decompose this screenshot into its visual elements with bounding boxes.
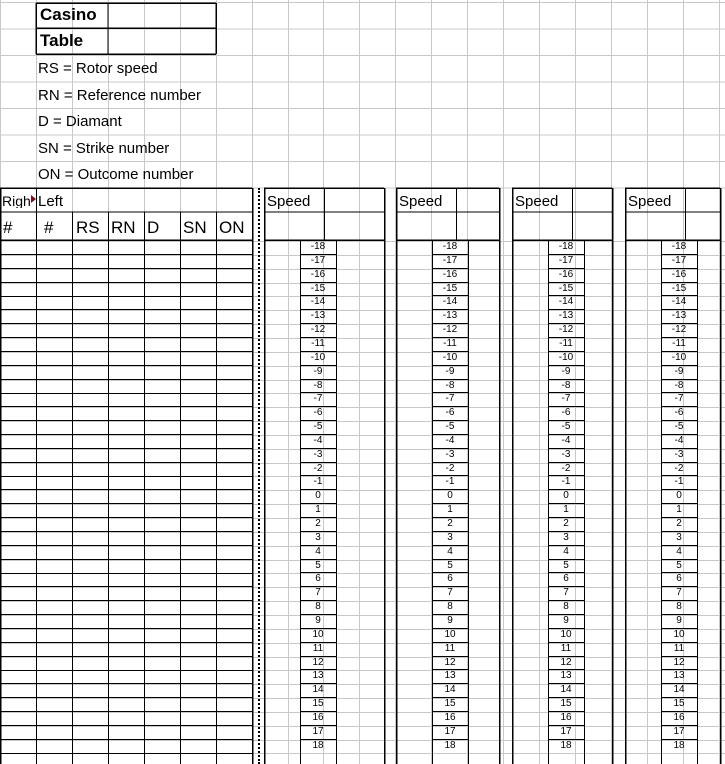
speed-scale-value: 13 (444, 670, 456, 681)
speed-scale-value: -1 (445, 476, 455, 487)
speed-scale-value: -5 (674, 421, 684, 432)
speed-scale-value: -10 (558, 352, 574, 363)
speed-scale-value: -9 (561, 366, 571, 377)
speed-scale-value: 8 (447, 601, 453, 612)
page-break-line (258, 188, 260, 764)
speed-scale-value: -2 (445, 463, 455, 474)
speed-scale-value: -13 (442, 310, 458, 321)
speed-scale-value: 14 (444, 684, 456, 695)
speed-scale-value: -8 (561, 380, 571, 391)
speed-scale-value: -6 (445, 407, 455, 418)
speed-scale-value: -6 (674, 407, 684, 418)
speed-scale-value: -4 (561, 435, 571, 446)
speed-scale-value: -3 (445, 449, 455, 460)
speed-scale-value: -14 (310, 296, 326, 307)
speed-scale-value: -7 (313, 393, 323, 404)
speed-scale-value: 12 (560, 657, 572, 668)
speed-scale-value: 13 (312, 670, 324, 681)
speed-scale-value: -13 (310, 310, 326, 321)
speed-scale-value: -7 (445, 393, 455, 404)
speed-scale-value: 15 (673, 698, 685, 709)
speed-scale-value: -5 (561, 421, 571, 432)
speed-scale-value: 6 (563, 573, 569, 584)
speed-scale-value: 2 (676, 518, 682, 529)
speed-scale-value: 1 (563, 504, 569, 515)
speed-scale-value: -8 (674, 380, 684, 391)
speed-scale-value: 10 (673, 629, 685, 640)
speed-scale-value: 11 (312, 643, 324, 654)
table-label: Table (40, 31, 84, 50)
speed-scale-value: 5 (315, 560, 321, 571)
speed-scale-value: -16 (671, 269, 687, 280)
speed-scale-value: -1 (674, 476, 684, 487)
speed-scale-value: -18 (558, 241, 574, 252)
legend-diamant: D = Diamant (38, 113, 122, 130)
speed-scale-value: -11 (443, 338, 457, 349)
speed-scale-value: -3 (313, 449, 323, 460)
speed-scale-value: -10 (310, 352, 326, 363)
col-header-rs: RS (76, 218, 100, 237)
speed-scale-value: 8 (676, 601, 682, 612)
speed-scale-value: -12 (671, 324, 687, 335)
speed-scale-value: 9 (563, 615, 569, 626)
speed-scale-value: 4 (315, 546, 321, 557)
speed-scale-value: -17 (558, 255, 574, 266)
speed-scale-value: 7 (563, 587, 569, 598)
speed-scale-value: 15 (444, 698, 456, 709)
speed-scale-value: 9 (315, 615, 321, 626)
play-arrow-icon (31, 195, 36, 203)
legend-outcome-number: ON = Outcome number (38, 166, 194, 183)
speed-scale-value: 3 (315, 532, 321, 543)
speed-scale-value: 0 (447, 490, 453, 501)
speed-scale-value: -6 (313, 407, 323, 418)
header-left: Left (38, 193, 64, 210)
speed-scale-value: 1 (315, 504, 321, 515)
speed-scale-value: 17 (560, 726, 572, 737)
speed-scale-value: -4 (313, 435, 323, 446)
casino-label: Casino (40, 5, 97, 24)
speed-scale-value: 4 (447, 546, 453, 557)
speed-scale-value: 18 (673, 740, 685, 751)
speed-scale-value: 13 (560, 670, 572, 681)
speed-scale-value: -18 (310, 241, 326, 252)
speed-scale-value: -11 (559, 338, 573, 349)
speed-scale-value: -15 (442, 283, 458, 294)
speed-scale-value: 12 (444, 657, 456, 668)
speed-scale-value: 12 (312, 657, 324, 668)
speed-scale-value: -5 (445, 421, 455, 432)
speed-scale-value: 18 (560, 740, 572, 751)
speed-scale-value: 3 (447, 532, 453, 543)
speed-scale-value: -3 (561, 449, 571, 460)
speed-scale-value: -8 (445, 380, 455, 391)
speed-scale-value: 9 (676, 615, 682, 626)
speed-scale-value: 6 (447, 573, 453, 584)
speed-scale-value: 4 (676, 546, 682, 557)
speed-scale-value: 10 (560, 629, 572, 640)
speed-scale-value: 4 (563, 546, 569, 557)
speed-scale-value: -12 (310, 324, 326, 335)
speed-scale-value: -18 (442, 241, 458, 252)
speed-scale-value: -3 (674, 449, 684, 460)
speed-scale-value: 15 (560, 698, 572, 709)
speed-scale-value: 11 (673, 643, 685, 654)
speed-scale-value: 11 (444, 643, 456, 654)
speed-scale-value: 3 (563, 532, 569, 543)
speed-scale-value: 6 (676, 573, 682, 584)
speed-scale-value: -17 (310, 255, 326, 266)
speed-scale-value: 16 (673, 712, 685, 723)
speed-scale-value: 7 (315, 587, 321, 598)
speed-scale-value: -17 (671, 255, 687, 266)
speed-scale-value: -4 (445, 435, 455, 446)
speed-scale-value: 11 (560, 643, 572, 654)
speed-scale-value: 10 (444, 629, 456, 640)
speed-scale-value: -15 (671, 283, 687, 294)
speed-scale-value: -11 (672, 338, 686, 349)
speed-scale-value: -16 (310, 269, 326, 280)
legend-rotor-speed: RS = Rotor speed (38, 60, 158, 77)
speed-label: Speed (399, 193, 443, 210)
speed-scale-value: -17 (442, 255, 458, 266)
speed-scale-value: 0 (563, 490, 569, 501)
col-header-on: ON (219, 218, 245, 237)
speed-scale-value: 16 (560, 712, 572, 723)
col-header-d: D (147, 218, 160, 237)
speed-scale-value: 14 (560, 684, 572, 695)
speed-scale-value: -1 (561, 476, 571, 487)
speed-scale-value: 5 (563, 560, 569, 571)
speed-scale-value: 2 (563, 518, 569, 529)
speed-scale-value: -16 (558, 269, 574, 280)
speed-scale-value: -9 (674, 366, 684, 377)
speed-scale-value: -11 (311, 338, 325, 349)
speed-scale-value: -10 (671, 352, 687, 363)
speed-scale-value: -2 (313, 463, 323, 474)
speed-scale-value: -8 (313, 380, 323, 391)
speed-scale-value: 8 (315, 601, 321, 612)
legend-reference-number: RN = Reference number (38, 87, 201, 104)
speed-scale-value: 6 (315, 573, 321, 584)
speed-scale-value: 18 (444, 740, 456, 751)
speed-label: Speed (515, 193, 559, 210)
legend-strike-number: SN = Strike number (38, 140, 170, 157)
speed-scale-value: 18 (312, 740, 324, 751)
speed-scale-value: -7 (561, 393, 571, 404)
speed-scale-value: -2 (674, 463, 684, 474)
speed-scale-value: -6 (561, 407, 571, 418)
speed-scale-value: -12 (442, 324, 458, 335)
speed-scale-value: 17 (312, 726, 324, 737)
speed-scale-value: -15 (558, 283, 574, 294)
speed-scale-value: 7 (676, 587, 682, 598)
col-header-right-number: # (3, 218, 13, 237)
speed-scale-value: -14 (671, 296, 687, 307)
speed-scale-value: -15 (310, 283, 326, 294)
speed-scale-value: -16 (442, 269, 458, 280)
speed-scale-value: -12 (558, 324, 574, 335)
speed-scale-value: -13 (671, 310, 687, 321)
speed-scale-value: -5 (313, 421, 323, 432)
speed-label: Speed (267, 193, 311, 210)
speed-scale-value: 0 (315, 490, 321, 501)
speed-scale-value: 10 (312, 629, 324, 640)
speed-scale-value: 15 (312, 698, 324, 709)
speed-scale-value: 14 (312, 684, 324, 695)
speed-scale-value: -1 (313, 476, 323, 487)
speed-scale-value: 5 (447, 560, 453, 571)
speed-scale-value: 16 (444, 712, 456, 723)
speed-scale-value: -14 (442, 296, 458, 307)
speed-scale-value: 17 (673, 726, 685, 737)
speed-scale-value: 3 (676, 532, 682, 543)
speed-scale-value: 1 (676, 504, 682, 515)
speed-scale-value: -4 (674, 435, 684, 446)
speed-label: Speed (628, 193, 672, 210)
speed-scale-value: 5 (676, 560, 682, 571)
col-header-left-number: # (44, 218, 54, 237)
speed-scale-value: -18 (671, 241, 687, 252)
speed-scale-value: 9 (447, 615, 453, 626)
speed-scale-value: 1 (447, 504, 453, 515)
speed-scale-value: 12 (673, 657, 685, 668)
speed-scale-value: -9 (445, 366, 455, 377)
speed-scale-value: -9 (313, 366, 323, 377)
speed-scale-value: -13 (558, 310, 574, 321)
speed-scale-value: 0 (676, 490, 682, 501)
speed-scale-value: 14 (673, 684, 685, 695)
speed-scale-value: 16 (312, 712, 324, 723)
speed-scale-value: -2 (561, 463, 571, 474)
speed-scale-value: -14 (558, 296, 574, 307)
speed-scale-value: 2 (447, 518, 453, 529)
speed-scale-value: -7 (674, 393, 684, 404)
header-right: Righ (2, 194, 31, 208)
col-header-sn: SN (183, 218, 207, 237)
speed-scale-value: 2 (315, 518, 321, 529)
speed-scale-value: 7 (447, 587, 453, 598)
speed-scale-value: 8 (563, 601, 569, 612)
speed-scale-value: -10 (442, 352, 458, 363)
speed-scale-value: 17 (444, 726, 456, 737)
speed-scale-value: 13 (673, 670, 685, 681)
col-header-rn: RN (111, 218, 136, 237)
